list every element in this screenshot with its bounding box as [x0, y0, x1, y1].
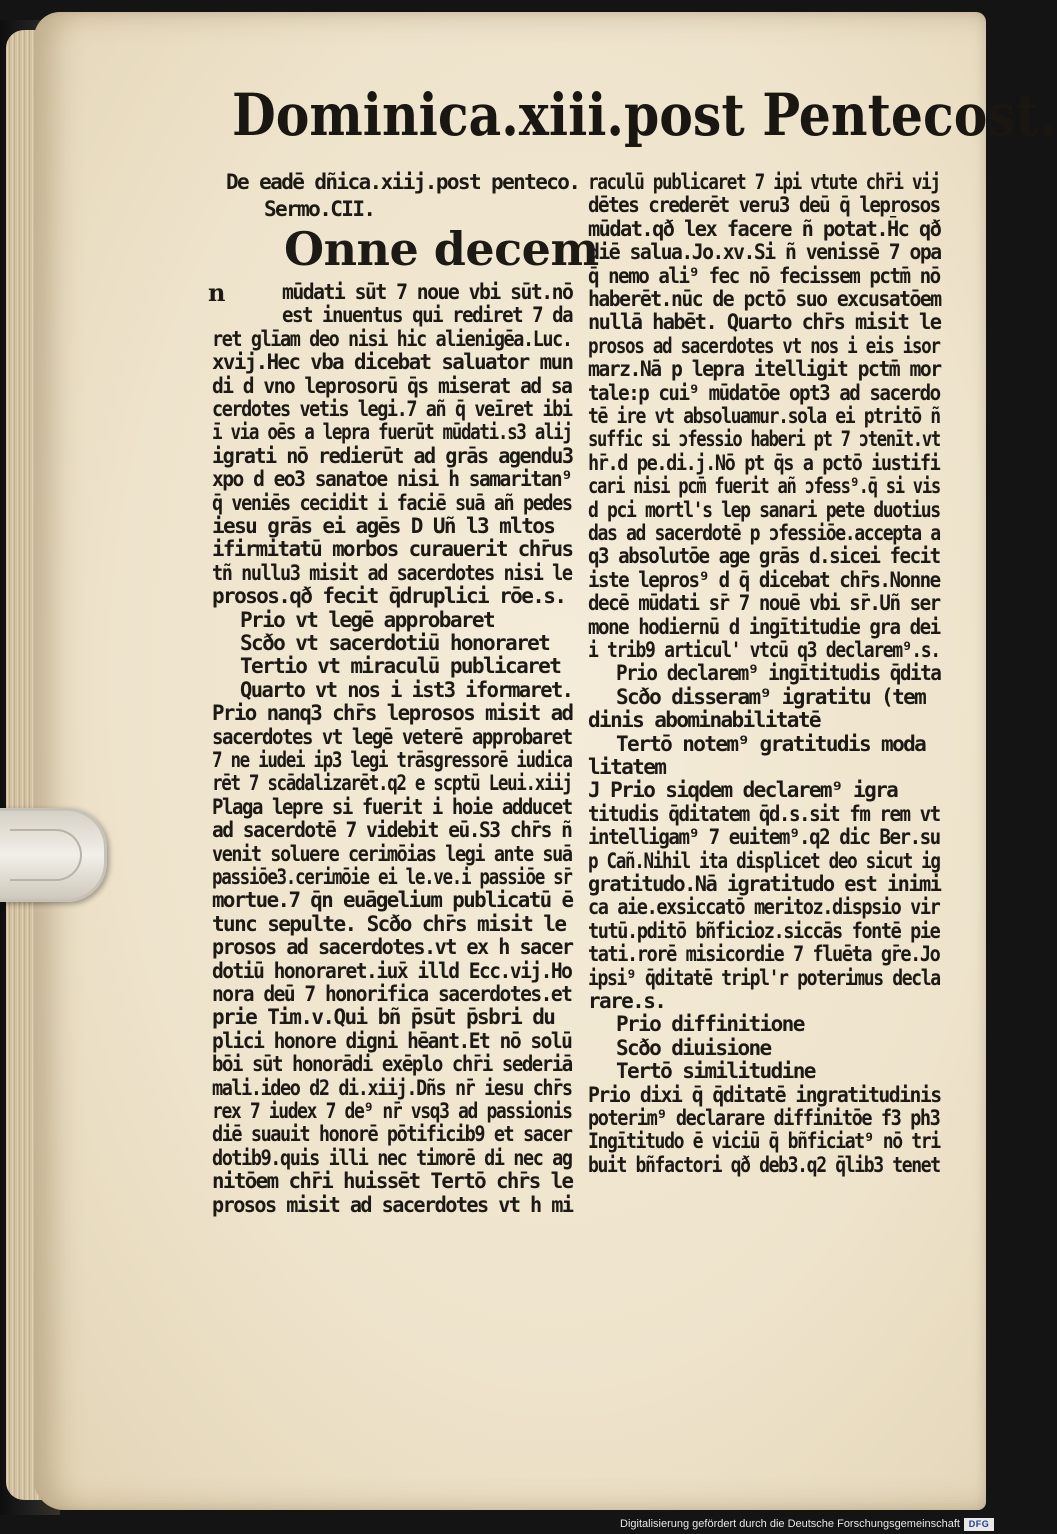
- right_column-line: Scðo disseram⁹ igratitu (tem: [616, 684, 926, 709]
- left_column-line: prosos.qð fecit q̄druplici rōe.s.: [212, 584, 566, 609]
- right_column-line: decē mūdati sr̄ 7 nouē vbi sr̄.Uñ ser: [588, 591, 940, 616]
- right_column-line: Tertō notem⁹ gratitudis moda: [616, 731, 926, 756]
- right_column-line: d pci mortl's lep sanari pete duotius: [588, 497, 940, 522]
- left_column-line: ifirmitatū morbos curauerit chr̄us: [212, 537, 573, 562]
- left_column-line: cerdotes vetis legi.7 añ q̄ veīret ibi: [212, 397, 572, 421]
- right_column-line: tale:p cui⁹ mūdatōe opt3 ad sacerdo: [588, 380, 940, 405]
- left_column-line: ī via oēs a lepra fuerūt mūdati.s3 alij: [212, 420, 572, 445]
- dfg-logo-icon: DFG: [964, 1518, 994, 1531]
- left_column-line: rex 7 iudex 7 de⁹ nr̄ vsq3 ad passionis: [212, 1099, 572, 1123]
- right_column-line: raculū publicaret 7 ipi vtute chr̄i vij: [588, 170, 940, 194]
- left_column-line: mali.ideo d2 di.xiij.Dñs nr̄ iesu chr̄s: [212, 1075, 572, 1100]
- right_column-line: p Cañ.Nihil ita displicet deo sicut ig: [588, 848, 940, 873]
- right_column-line: das ad sacerdotē p ɔfessiōe.accepta a: [588, 521, 940, 545]
- left_column-line: tñ nullu3 misit ad sacerdotes nisi le: [212, 560, 572, 585]
- left_column-line: prie Tim.v.Qui bñ p̄sūt p̄sbri du: [212, 1005, 555, 1030]
- right_column-line: buit bñfactori qð deb3.q2 q̄lib3 tenet: [588, 1152, 940, 1177]
- right_column-line: Ingītitudo ē viciū q̄ bñficiat⁹ nō tri: [588, 1129, 940, 1154]
- left_column-line: igrati nō redierūt ad grās agendu3: [212, 443, 573, 468]
- right_column-line: Prio declarem⁹ ingītitudis q̄dita: [616, 661, 941, 686]
- left_column-line: mūdati sūt 7 noue vbi sūt.nō: [282, 280, 573, 304]
- left_column-line: ret glīam deo nisi hic alienigēa.Luc.: [212, 326, 572, 351]
- right_column-line: J Prio siqdem declarem⁹ igra: [588, 778, 898, 803]
- right_column-line: mūdat.qð lex facere ñ potat.H̄c qð: [588, 216, 941, 241]
- left_column-line: Prio vt legē approbaret: [240, 607, 494, 632]
- right_column-line: nullā habēt. Quarto chr̄s misit le: [588, 310, 941, 335]
- left_column-line: q̄ veniēs cecidit i faciē suā añ pedes: [212, 490, 572, 515]
- left_column-line: passiōe3.cerimōie ei le.ve.i passiōe sr̄: [212, 865, 572, 889]
- drop-initial-letter: n: [208, 278, 226, 307]
- right_column-line: Tertō similitudine: [616, 1059, 815, 1084]
- right_column-line: dinis abominabilitatē: [588, 708, 820, 733]
- right_column-line: intelligam⁹ 7 euitem⁹.q2 dic Ber.su: [588, 825, 940, 850]
- left_column-line: Quarto vt nos i ist3 iformaret.: [240, 677, 573, 702]
- left_column-line: Plaga lepre si fuerit i hoie adducet: [212, 794, 572, 819]
- left_column-line: dotiū honoraret.iux̄ illd Ecc.vij.Ho: [212, 958, 572, 983]
- left_column-line: mortue.7 q̄n euāgelium publicatū ē: [212, 888, 573, 913]
- right_column-line: Scðo diuisione: [616, 1035, 771, 1060]
- left_column-line: rēt 7 scādalizarēt.q2 e scptū Leui.xiij: [212, 771, 572, 796]
- right_column-line: prosos ad sacerdotes vt nos i eis isor: [588, 333, 940, 358]
- left_column-line: 7 ne iudei ip3 legi trāsgressorē iudica: [212, 748, 572, 772]
- right_column-line: ipsi⁹ q̄ditatē tripl'r poterimus decla: [588, 965, 940, 990]
- left_column-line: Tertio vt miraculū publicaret: [240, 654, 561, 679]
- left_column-line: dotib9.quis illi nec timorē di nec ag: [212, 1145, 572, 1170]
- left_column-line: plici honore digni hēant.Et nō solū: [212, 1028, 572, 1053]
- left_column-line: sacerdotes vt legē veterē approbaret: [212, 724, 572, 749]
- left_column-line: prosos misit ad sacerdotes vt h mi: [212, 1192, 573, 1217]
- sermon-incipit: Onne decem: [284, 222, 599, 276]
- page-heading: Dominica.xiii.post Pentecost.: [232, 81, 1057, 149]
- right_column-line: tati.rorē misicordie 7 fluēta gr̄e.Jo: [588, 942, 940, 967]
- left_column-line: Scðo vt sacerdotiū honoraret: [240, 631, 550, 655]
- left_column-line: nitōem chr̄i huissēt Tertō chr̄s le: [212, 1169, 573, 1194]
- left_column-line: xpo d eo3 sanatoe nisi h samaritan⁹: [212, 467, 572, 492]
- left_column-line: tunc sepulte. Scðo chr̄s misit le: [212, 911, 566, 936]
- right_column-line: Prio diffinitione: [616, 1012, 804, 1037]
- sermon-title-line-1: De eadē dñica.xiij.post penteco.: [226, 170, 580, 194]
- page-clip-icon: [0, 808, 107, 902]
- sermon-title-line-2: Sermo.CII.: [264, 197, 375, 221]
- right_column-line: cari nisi pcm̄ fuerit añ ɔfess⁹.q̄ si vis: [588, 474, 940, 499]
- left_column-line: di d vno leprosorū q̄s miserat ad sa: [212, 373, 572, 398]
- right_column-line: titudis q̄ditatem q̄d.s.sit fm rem vt: [588, 801, 940, 826]
- right-text-column: [588, 172, 940, 1282]
- left_column-line: prosos ad sacerdotes.vt ex h sacer: [212, 935, 573, 960]
- right_column-line: iste lepros⁹ d q̄ dicebat chr̄s.Nonne: [588, 567, 940, 592]
- right_column-line: rare.s.: [588, 989, 666, 1013]
- right_column-line: suffic si ɔfessio haberi pt 7 ɔtenīt.vt: [588, 427, 940, 452]
- left_column-line: nora deū 7 honorifica sacerdotes.et: [212, 982, 572, 1006]
- right_column-line: poterim⁹ declarare diffinitōe f3 ph3: [588, 1106, 940, 1130]
- right_column-line: ca aie.exsiccatō meritoz.dispsio vir: [588, 895, 940, 920]
- left_column-line: xvij.Hec vba dicebat saluator mun: [212, 350, 573, 375]
- left-text-column: [208, 170, 599, 1272]
- right_column-line: q̄ nemo ali⁹ fec nō fecissem pctm̄ nō: [588, 263, 940, 288]
- left_column-line: bōi sūt honorādi exēplo chr̄i sederiā: [212, 1052, 572, 1077]
- footer-credit: Digitalisierung gefördert durch die Deutsche Forschungsgemeinschaft: [620, 1518, 960, 1530]
- right_column-line: litatem: [588, 755, 666, 779]
- right_column-line: diē salua.Jo.xv.Si ñ venissē 7 opa: [588, 240, 941, 265]
- right_column-line: i trib9 articul' vtcū q3 declarem⁹.s.: [588, 638, 940, 662]
- right_column-line: tutū.pditō bñficioz.siccās fontē pie: [588, 918, 940, 943]
- left_column-line: ad sacerdotē 7 videbit eū.S3 chr̄s ñ: [212, 818, 572, 843]
- right_column-line: gratitudo.Nā igratitudo est inimi: [588, 872, 941, 896]
- left_column-line: iesu grās ei agēs D Uñ l3 mltos: [212, 514, 555, 538]
- left_column-line: venit soluere cerimōias legi ante suā: [212, 841, 572, 866]
- right_column-line: marz.Nā p lepra itelligit pctm̄ mor: [588, 357, 941, 382]
- left_column-line: diē suauit honorē pōtificib9 et sacer: [212, 1122, 572, 1147]
- left_column-line: est inuentus qui rediret 7 da: [282, 303, 573, 328]
- right_column-line: mone hodiernū d ingītitudie gra dei: [588, 614, 940, 639]
- right_column-line: tē ire vt absoluamur.sola ei ptritō ñ: [588, 404, 940, 428]
- right_column-line: Prio dixi q̄ q̄ditatē ingratitudinis: [588, 1082, 941, 1107]
- right_column-line: dētes crederēt veru3 deū q̄ leprosos: [588, 193, 940, 218]
- left_column-line: Prio nanq3 chr̄s leprosos misit ad: [212, 701, 573, 726]
- right_column-line: haberēt.nūc de pctō suo excusatōem: [588, 287, 941, 311]
- right_column-line: hr̄.d pe.di.j.Nō pt q̄s a pctō iustifi: [588, 450, 940, 475]
- right_column-line: q3 absolutōe age grās d.sicei fecit: [588, 544, 940, 569]
